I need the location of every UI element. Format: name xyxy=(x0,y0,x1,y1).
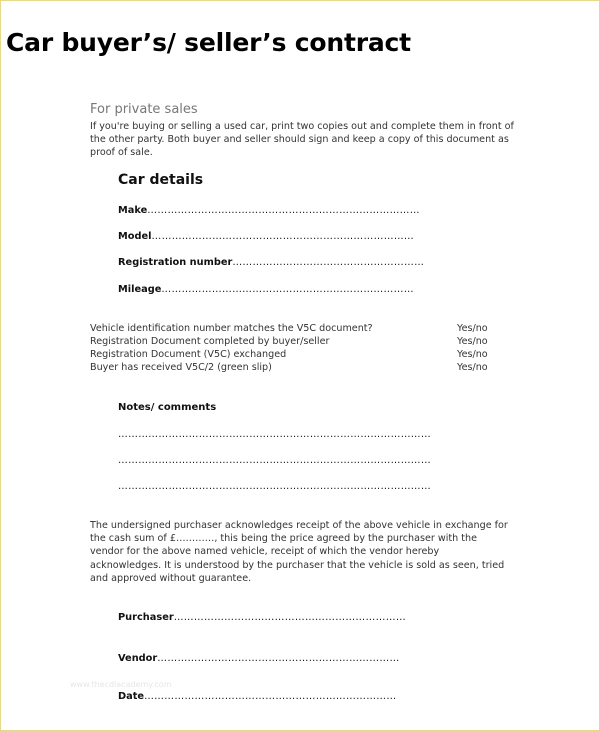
mileage-label: Mileage xyxy=(118,284,162,295)
date-label: Date xyxy=(118,691,145,702)
mileage-fill-line: ………………………………………………………………… xyxy=(161,284,414,295)
check-text: Registration Document (V5C) exchanged xyxy=(90,349,287,360)
check-answer: Yes/no xyxy=(457,336,488,347)
watermark-text: www.thecdlacademy.com xyxy=(70,680,172,689)
document-subtitle: For private sales xyxy=(90,102,198,117)
notes-heading: Notes/ comments xyxy=(118,402,217,413)
date-field xyxy=(118,691,397,702)
check-row-v5c-exchanged xyxy=(90,349,494,360)
declaration-paragraph: The undersigned purchaser acknowledges receipt of the above vehicle in exchange for the cash sum of £…………, this being the price agreed by the purchaser with the vendor for the above named vehicle, receipt of which the vendor hereby acknowledges. It is understood by the purchaser that the vehicle is sold as seen, tried and approved without guarantee. xyxy=(90,520,508,584)
check-answer: Yes/no xyxy=(457,323,488,334)
check-row-green-slip xyxy=(90,362,494,373)
purchaser-label: Purchaser xyxy=(118,612,174,623)
registration-number-field xyxy=(118,257,424,268)
date-line: ………………………………………………………………… xyxy=(144,691,397,702)
make-fill-line: ……………………………………………………………………… xyxy=(147,205,420,216)
registration-number-fill-line: ………………………………………………… xyxy=(232,257,425,268)
document-title: Car buyer’s/ seller’s contract xyxy=(6,28,411,57)
check-text: Buyer has received V5C/2 (green slip) xyxy=(90,362,272,373)
notes-line: ………………………………………………………………………………… xyxy=(118,429,432,440)
registration-number-label: Registration number xyxy=(118,257,233,268)
model-fill-line: …………………………………………………………………… xyxy=(151,231,415,242)
notes-line: ………………………………………………………………………………… xyxy=(118,481,432,492)
mileage-field xyxy=(118,284,414,295)
model-label: Model xyxy=(118,231,152,242)
car-details-heading: Car details xyxy=(118,172,204,188)
vendor-field xyxy=(118,653,400,664)
purchaser-field xyxy=(118,612,406,623)
check-answer: Yes/no xyxy=(457,362,488,373)
check-row-reg-completed xyxy=(90,336,494,347)
check-row-vin xyxy=(90,323,494,334)
check-answer: Yes/no xyxy=(457,349,488,360)
make-field xyxy=(118,205,420,216)
notes-line: ………………………………………………………………………………… xyxy=(118,455,432,466)
purchaser-signature-line: …………………………………………………………… xyxy=(173,612,406,623)
check-text: Vehicle identification number matches the V5C document? xyxy=(90,323,373,334)
vendor-label: Vendor xyxy=(118,653,158,664)
make-label: Make xyxy=(118,205,148,216)
check-text: Registration Document completed by buyer/seller xyxy=(90,336,330,347)
intro-paragraph: If you're buying or selling a used car, print two copies out and complete them in front of the other party. Both buyer and seller should sign and keep a copy of this document as proof of sale. xyxy=(90,121,514,159)
model-field xyxy=(118,231,414,242)
vendor-signature-line: ……………………………………………………………… xyxy=(157,653,400,664)
